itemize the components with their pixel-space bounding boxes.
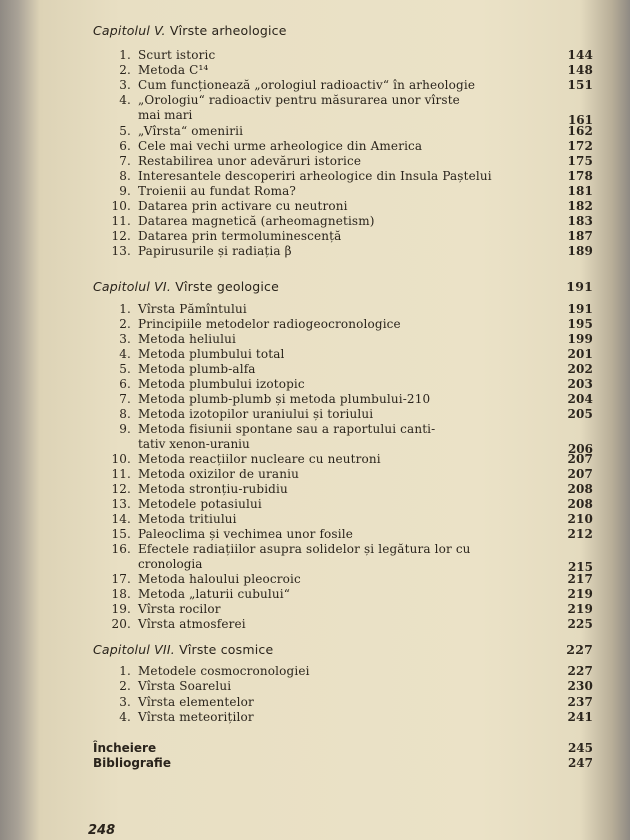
entry-title: Cele mai vechi urme arheologice din America: [138, 138, 423, 153]
toc-entry[interactable]: [100, 139, 593, 154]
entry-title-continuation: cronologia: [138, 557, 203, 571]
entry-title: Metoda fisiunii spontane sau a raportului canti-: [138, 422, 436, 436]
entry-number: 13.: [111, 497, 131, 511]
entry-page: 219: [567, 602, 593, 616]
entry-page: 175: [567, 153, 593, 168]
closing-page: 247: [567, 756, 593, 770]
chapter-title: Vîrste geologice: [175, 279, 279, 294]
entry-number: 20.: [111, 617, 131, 631]
toc-entry[interactable]: [100, 572, 593, 587]
entry-number: 13.: [111, 244, 131, 259]
toc-entry[interactable]: [100, 93, 593, 108]
toc-entry-continuation: [138, 557, 593, 572]
entry-page: 215: [567, 560, 593, 574]
entry-page: 187: [567, 229, 593, 244]
toc-entry[interactable]: [100, 317, 593, 332]
entry-page: 161: [567, 113, 593, 128]
toc-entry[interactable]: [100, 695, 593, 710]
entry-title: Metoda reacțiilor nucleare cu neutroni: [138, 452, 381, 466]
toc-entry[interactable]: [100, 124, 593, 139]
toc-entry[interactable]: [100, 407, 593, 422]
toc-entry[interactable]: [100, 527, 593, 542]
closing-title: Încheiere: [93, 741, 157, 755]
entry-page: 202: [567, 362, 593, 376]
entry-number: 15.: [111, 527, 131, 541]
entry-number: 8.: [119, 407, 131, 421]
entry-title: Vîrsta meteoriților: [138, 710, 254, 725]
entry-page: 219: [567, 587, 593, 601]
toc-entry[interactable]: [100, 184, 593, 199]
entry-title: Metoda plumb-plumb și metoda plumbului-210: [138, 392, 431, 406]
chapter-label: Capitolul VII.: [93, 642, 175, 657]
toc-entry[interactable]: [100, 512, 593, 527]
chapter-label: Capitolul VI.: [93, 279, 171, 294]
entry-page: 172: [567, 138, 593, 153]
toc-entry[interactable]: [100, 214, 593, 229]
chapter-page: 227: [566, 642, 593, 657]
toc-entry[interactable]: [100, 587, 593, 602]
entry-title: Papirusurile și radiația β: [138, 244, 292, 259]
entry-page: 183: [567, 214, 593, 229]
toc-entry[interactable]: [100, 452, 593, 467]
entry-title: „Vîrsta“ omenirii: [138, 123, 244, 138]
entry-number: 1.: [119, 302, 131, 316]
toc-entry[interactable]: [100, 229, 593, 244]
toc-entry[interactable]: [100, 542, 593, 557]
entry-page: 208: [567, 497, 593, 511]
entry-number: 2.: [119, 63, 131, 78]
entry-page: 189: [567, 244, 593, 259]
chapter-label: Capitolul V.: [93, 23, 166, 38]
entry-page: 207: [567, 452, 593, 466]
entry-number: 10.: [111, 199, 131, 213]
entry-title: Vîrsta Soarelui: [138, 679, 232, 694]
entry-number: 5.: [119, 123, 131, 138]
entry-title: Scurt istoric: [138, 48, 216, 62]
toc-entry[interactable]: [100, 302, 593, 317]
entry-number: 2.: [119, 317, 131, 331]
entry-number: 11.: [111, 467, 131, 481]
entry-title: Vîrsta atmosferei: [138, 617, 246, 631]
entry-title: Metoda haloului pleocroic: [138, 572, 301, 586]
entry-number: 12.: [111, 229, 131, 244]
chapter-title: Vîrste cosmice: [179, 642, 274, 657]
entry-title: Datarea magnetică (arheomagnetism): [138, 214, 375, 229]
entry-title: Metoda plumbului izotopic: [138, 377, 305, 391]
entry-page: 162: [567, 123, 593, 138]
entry-title: Restabilirea unor adevăruri istorice: [138, 153, 362, 168]
entry-page: 237: [567, 694, 593, 709]
entry-title: Datarea prin termoluminescență: [138, 229, 342, 244]
entry-title: Metoda heliului: [138, 332, 236, 346]
entry-number: 17.: [111, 572, 131, 586]
toc-entry[interactable]: [100, 362, 593, 377]
entry-number: 14.: [111, 512, 131, 526]
toc-entry[interactable]: [100, 332, 593, 347]
entry-title: Principiile metodelor radiogeocronologice: [138, 317, 401, 331]
entry-number: 7.: [119, 153, 131, 168]
entry-title: Datarea prin activare cu neutroni: [138, 199, 348, 213]
entry-page: 205: [567, 407, 593, 421]
entry-title: Interesantele descoperiri arheologice din Insula Paștelui: [138, 168, 492, 183]
entry-title: Efectele radiațiilor asupra solidelor și legătura lor cu: [138, 542, 471, 556]
entry-number: 4.: [119, 710, 131, 725]
entry-title: Metodele cosmocronologiei: [138, 664, 310, 678]
entry-title: Vîrsta rocilor: [138, 602, 221, 616]
entry-title: Metoda „laturii cubului“: [138, 587, 291, 601]
entry-page: 217: [567, 572, 593, 586]
entry-number: 4.: [119, 347, 131, 361]
entry-number: 9.: [119, 183, 131, 198]
entry-title: Troienii au fundat Roma?: [138, 183, 297, 198]
entry-title-continuation: tativ xenon-uraniu: [138, 437, 250, 451]
entry-title: Vîrsta Pămîntului: [138, 302, 247, 316]
entry-number: 2.: [119, 679, 131, 694]
entry-number: 7.: [119, 392, 131, 406]
entry-title: Metoda izotopilor uraniului și toriului: [138, 407, 374, 421]
toc-entry[interactable]: [100, 392, 593, 407]
entry-title: Metoda oxizilor de uraniu: [138, 467, 299, 481]
toc-entry-continuation: [138, 437, 593, 456]
toc-entry[interactable]: [100, 679, 593, 694]
toc-entry[interactable]: [100, 199, 593, 214]
entry-title-continuation: mai mari: [138, 108, 193, 123]
toc-entry[interactable]: [100, 710, 593, 725]
entry-number: 16.: [111, 542, 131, 556]
chapter-heading: [93, 641, 593, 659]
entry-page: 178: [567, 168, 593, 183]
toc-entry[interactable]: [100, 664, 593, 679]
entry-title: Metoda plumbului total: [138, 347, 285, 361]
entry-number: 12.: [111, 482, 131, 496]
entry-title: Metoda plumb-alfa: [138, 362, 256, 376]
entry-title: Metodele potasiului: [138, 497, 262, 511]
toc-entry[interactable]: [100, 617, 593, 632]
entry-title: Cum funcționează „orologiul radioactiv“ în arheologie: [138, 78, 476, 93]
entry-number: 5.: [119, 362, 131, 376]
toc-entry[interactable]: [100, 482, 593, 497]
entry-number: 3.: [119, 332, 131, 346]
entry-number: 6.: [119, 377, 131, 391]
entry-page: 204: [567, 392, 593, 406]
entry-page: 199: [567, 332, 593, 346]
entry-number: 18.: [111, 587, 131, 601]
entry-page: 227: [567, 664, 593, 678]
entry-page: 203: [567, 377, 593, 391]
entry-page: 212: [567, 527, 593, 541]
page-number: 248: [88, 823, 116, 838]
entry-page: 210: [567, 512, 593, 526]
entry-title: Metoda C¹⁴: [138, 63, 209, 78]
chapter-heading: [93, 22, 593, 40]
entry-page: 182: [567, 199, 593, 213]
toc-entry[interactable]: [100, 347, 593, 362]
entry-page: 241: [567, 710, 593, 725]
toc-entry[interactable]: [100, 63, 593, 78]
toc-entry[interactable]: [100, 602, 593, 617]
closing-entry[interactable]: [93, 741, 593, 756]
toc-entry[interactable]: [100, 467, 593, 482]
entry-page: 151: [567, 78, 593, 93]
entry-page: 201: [567, 347, 593, 361]
entry-number: 1.: [119, 664, 131, 678]
entry-number: 3.: [119, 694, 131, 709]
toc-entry[interactable]: [100, 48, 593, 63]
entry-page: 206: [567, 442, 593, 456]
toc-entry[interactable]: [100, 377, 593, 392]
entry-page: 195: [567, 317, 593, 331]
toc-entry[interactable]: [100, 169, 593, 184]
entry-number: 6.: [119, 138, 131, 153]
entry-number: 8.: [119, 168, 131, 183]
toc-entry[interactable]: [100, 154, 593, 169]
closing-title: Bibliografie: [93, 756, 171, 770]
entry-title: Vîrsta elementelor: [138, 694, 254, 709]
closing-page: 245: [567, 741, 593, 755]
entry-title: „Orologiu“ radioactiv pentru măsurarea unor vîrste: [138, 93, 460, 108]
entry-number: 11.: [111, 214, 131, 229]
entry-number: 9.: [119, 422, 131, 436]
entry-number: 10.: [111, 452, 131, 466]
chapter-page: 191: [566, 279, 593, 294]
entry-page: 144: [567, 48, 593, 62]
entry-page: 191: [567, 302, 593, 316]
entry-page: 225: [567, 617, 593, 631]
entry-page: 207: [567, 467, 593, 481]
toc-entry[interactable]: [100, 78, 593, 93]
entry-number: 4.: [119, 93, 131, 108]
chapter-title: Vîrste arheologice: [169, 23, 287, 38]
toc-entry-continuation: [138, 108, 593, 128]
entry-page: 181: [567, 183, 593, 198]
entry-page: 208: [567, 482, 593, 496]
entry-page: 230: [567, 679, 593, 694]
entry-title: Metoda stronțiu-rubidiu: [138, 482, 288, 496]
entry-page: 148: [567, 63, 593, 78]
bibliography-entry[interactable]: [93, 756, 593, 771]
chapter-heading: [93, 278, 593, 296]
entry-number: 1.: [119, 48, 131, 62]
entry-title: Paleoclima și vechimea unor fosile: [138, 527, 353, 541]
entry-number: 3.: [119, 78, 131, 93]
toc-entry[interactable]: [100, 497, 593, 512]
entry-title: Metoda tritiului: [138, 512, 237, 526]
entry-number: 19.: [111, 602, 131, 616]
toc-entry[interactable]: [100, 422, 593, 437]
toc-entry[interactable]: [100, 244, 593, 259]
